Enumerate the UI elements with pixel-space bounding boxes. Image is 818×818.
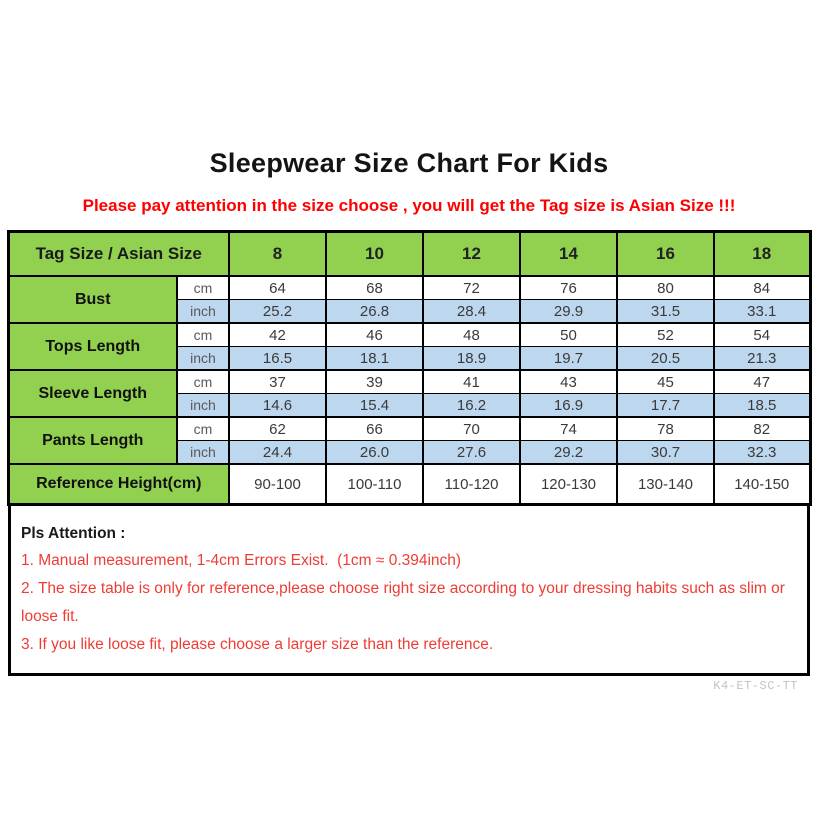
unit-cell-inch: inch — [177, 394, 229, 418]
value-cell: 24.4 — [229, 441, 326, 465]
unit-cell-inch: inch — [177, 300, 229, 324]
row-label-reference-height: Reference Height(cm) — [8, 464, 229, 505]
notes-section — [8, 506, 810, 676]
page-title: Sleepwear Size Chart For Kids — [209, 148, 609, 178]
bust-cm-row — [8, 276, 810, 300]
value-cell: 28.4 — [423, 300, 520, 324]
value-cell: 52 — [617, 323, 714, 347]
value-cell: 17.7 — [617, 394, 714, 418]
size-column-header: 8 — [229, 232, 326, 277]
value-cell: 54 — [714, 323, 810, 347]
value-cell: 76 — [520, 276, 617, 300]
note-item: 1. Manual measurement, 1-4cm Errors Exist. (1cm ≈ 0.394inch) — [21, 552, 462, 569]
value-cell: 29.9 — [520, 300, 617, 324]
value-cell: 74 — [520, 417, 617, 441]
value-cell: 48 — [423, 323, 520, 347]
value-cell: 29.2 — [520, 441, 617, 465]
value-cell: 27.6 — [423, 441, 520, 465]
unit-cell-cm: cm — [177, 323, 229, 347]
reference-height-row — [8, 464, 810, 505]
product-code: K4-ET-SC-TT — [713, 679, 798, 693]
row-label-sleeve-length: Sleeve Length — [8, 370, 177, 417]
sleeve-length-cm-row — [8, 370, 810, 394]
row-label-pants-length: Pants Length — [8, 417, 177, 464]
table-header-row — [8, 232, 810, 277]
size-column-header: 14 — [520, 232, 617, 277]
value-cell: 66 — [326, 417, 423, 441]
attention-banner: Please pay attention in the size choose , you will get the Tag size is Asian Size !!! — [82, 196, 736, 215]
note-item: 2. The size table is only for reference,please choose right size according to your dressing habits such as slim or loose fit. — [21, 580, 790, 625]
value-cell: 100-110 — [326, 464, 423, 505]
tag-size-header-cell: Tag Size / Asian Size — [8, 232, 229, 277]
row-label-tops-length: Tops Length — [8, 323, 177, 370]
value-cell: 32.3 — [714, 441, 810, 465]
value-cell: 90-100 — [229, 464, 326, 505]
value-cell: 62 — [229, 417, 326, 441]
unit-cell-cm: cm — [177, 417, 229, 441]
size-column-header: 18 — [714, 232, 810, 277]
size-column-header: 12 — [423, 232, 520, 277]
size-column-header: 16 — [617, 232, 714, 277]
value-cell: 33.1 — [714, 300, 810, 324]
value-cell: 18.5 — [714, 394, 810, 418]
unit-cell-inch: inch — [177, 347, 229, 371]
size-column-header: 10 — [326, 232, 423, 277]
value-cell: 82 — [714, 417, 810, 441]
value-cell: 50 — [520, 323, 617, 347]
value-cell: 80 — [617, 276, 714, 300]
value-cell: 26.8 — [326, 300, 423, 324]
unit-cell-cm: cm — [177, 276, 229, 300]
value-cell: 14.6 — [229, 394, 326, 418]
value-cell: 21.3 — [714, 347, 810, 371]
value-cell: 15.4 — [326, 394, 423, 418]
value-cell: 39 — [326, 370, 423, 394]
value-cell: 84 — [714, 276, 810, 300]
value-cell: 68 — [326, 276, 423, 300]
value-cell: 16.5 — [229, 347, 326, 371]
value-cell: 18.1 — [326, 347, 423, 371]
pants-length-cm-row — [8, 417, 810, 441]
value-cell: 26.0 — [326, 441, 423, 465]
value-cell: 130-140 — [617, 464, 714, 505]
value-cell: 64 — [229, 276, 326, 300]
value-cell: 42 — [229, 323, 326, 347]
value-cell: 30.7 — [617, 441, 714, 465]
value-cell: 25.2 — [229, 300, 326, 324]
value-cell: 20.5 — [617, 347, 714, 371]
value-cell: 70 — [423, 417, 520, 441]
value-cell: 47 — [714, 370, 810, 394]
value-cell: 78 — [617, 417, 714, 441]
value-cell: 18.9 — [423, 347, 520, 371]
row-label-bust: Bust — [8, 276, 177, 323]
value-cell: 31.5 — [617, 300, 714, 324]
tops-length-cm-row — [8, 323, 810, 347]
value-cell: 16.2 — [423, 394, 520, 418]
value-cell: 72 — [423, 276, 520, 300]
value-cell: 140-150 — [714, 464, 810, 505]
value-cell: 16.9 — [520, 394, 617, 418]
value-cell: 110-120 — [423, 464, 520, 505]
value-cell: 19.7 — [520, 347, 617, 371]
note-item: 3. If you like loose fit, please choose a larger size than the reference. — [21, 636, 494, 653]
notes-heading: Pls Attention : — [21, 525, 126, 542]
size-chart-table — [7, 230, 812, 506]
unit-cell-cm: cm — [177, 370, 229, 394]
value-cell: 120-130 — [520, 464, 617, 505]
value-cell: 43 — [520, 370, 617, 394]
value-cell: 46 — [326, 323, 423, 347]
value-cell: 41 — [423, 370, 520, 394]
value-cell: 45 — [617, 370, 714, 394]
value-cell: 37 — [229, 370, 326, 394]
unit-cell-inch: inch — [177, 441, 229, 465]
